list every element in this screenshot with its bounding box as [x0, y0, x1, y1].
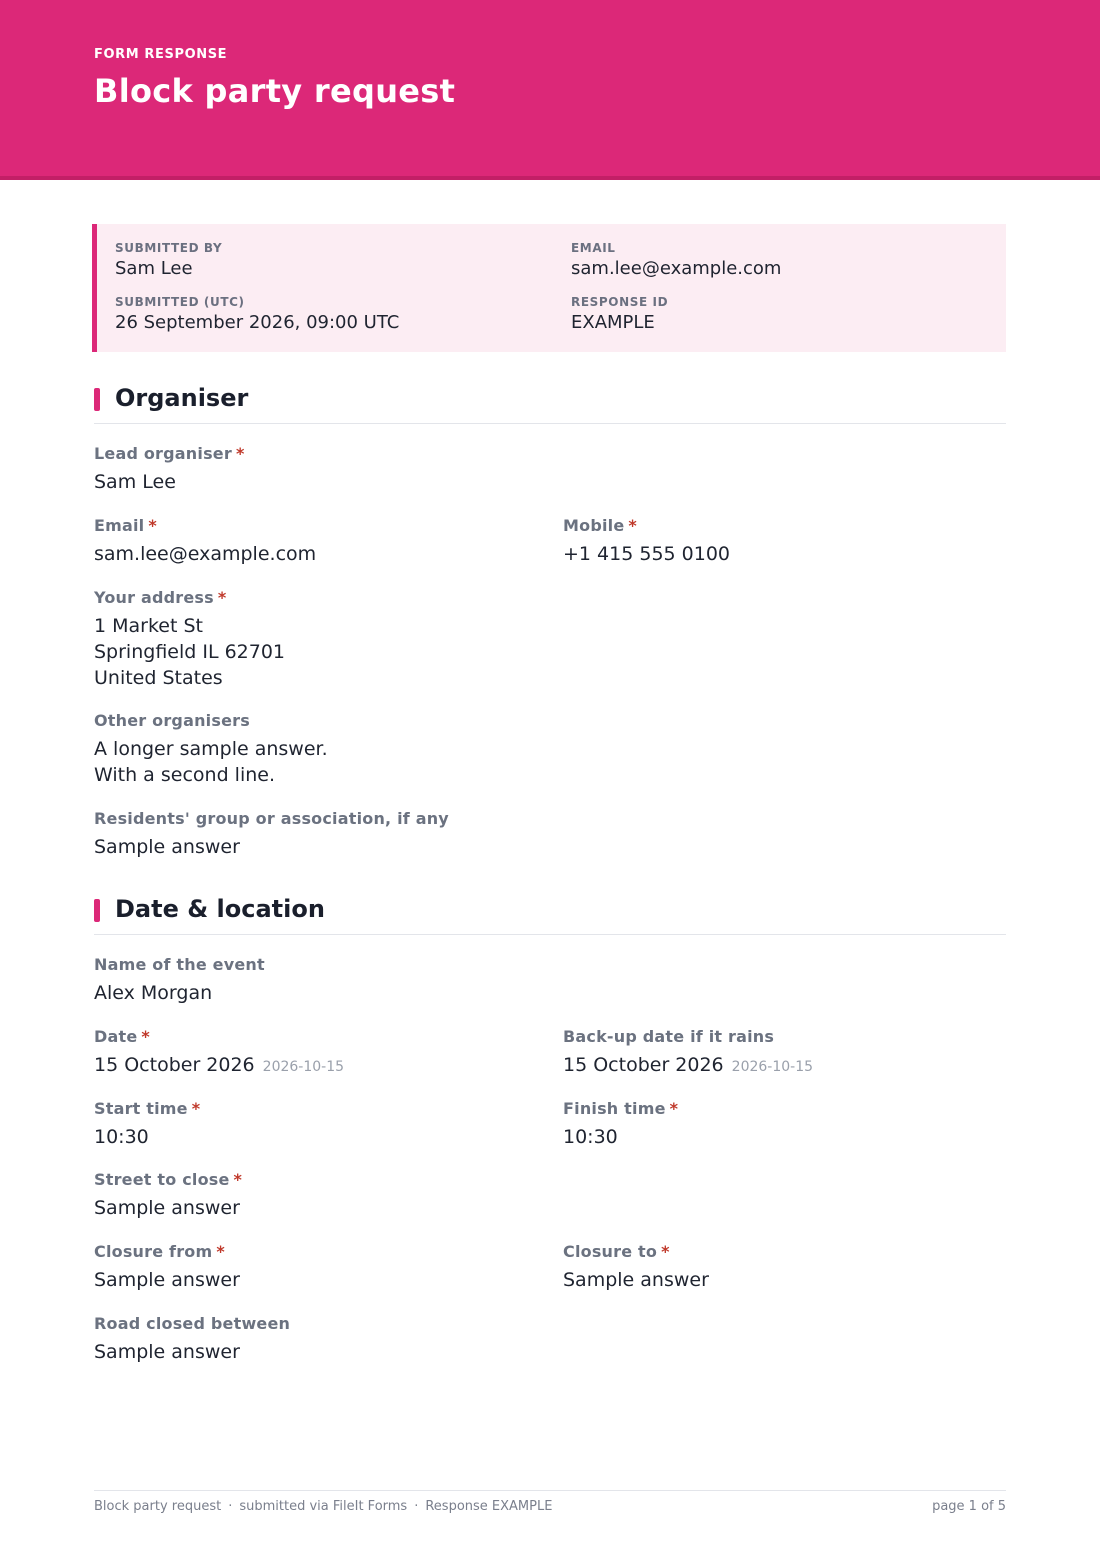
page-header [0, 0, 1100, 180]
field-closure-to [563, 1242, 709, 1293]
field-label: Road closed between [94, 1314, 291, 1333]
submitted-utc-cell [115, 295, 399, 333]
field-value: Sample answer [94, 1197, 240, 1219]
footer-form-name: Block party request [94, 1499, 222, 1514]
field-label: Other organisers [94, 711, 250, 730]
submitted-utc-label: SUBMITTED (UTC) [115, 295, 245, 309]
section-accent-bar [94, 899, 100, 922]
required-marker: * [216, 1242, 225, 1261]
field-value: Sample answer [94, 1269, 240, 1291]
field-value: 10:30 [94, 1126, 149, 1148]
field-date [94, 1027, 344, 1080]
field-label: Closure to * [563, 1242, 670, 1261]
email-cell [571, 241, 781, 279]
footer-separator: · [228, 1499, 233, 1514]
field-residents-group [94, 809, 449, 860]
field-other-organisers [94, 711, 328, 788]
field-value: Sample answer [563, 1269, 709, 1291]
field-value: sam.lee@example.com [94, 543, 317, 565]
date-value: 15 October 2026 [563, 1054, 724, 1076]
field-label: Residents' group or association, if any [94, 809, 449, 828]
iso-date: 2026-10-15 [262, 1059, 345, 1075]
field-value: 10:30 [563, 1126, 618, 1148]
field-label: Street to close * [94, 1170, 243, 1189]
submitted-by-value: Sam Lee [115, 258, 193, 279]
field-label: Mobile * [563, 516, 637, 535]
field-value [94, 1052, 344, 1080]
submitted-utc-value: 26 September 2026, 09:00 UTC [115, 312, 400, 333]
footer-separator: · [414, 1499, 419, 1514]
field-value: +1 415 555 0100 [563, 543, 731, 565]
page-number: page 1 of 5 [932, 1499, 1006, 1514]
required-marker: * [661, 1242, 670, 1261]
field-value [563, 1052, 813, 1080]
footer-submitted-via: submitted via FileIt Forms [239, 1499, 408, 1514]
field-label: Name of the event [94, 955, 265, 974]
response-id-label: RESPONSE ID [571, 295, 669, 309]
field-road-closed-between [94, 1314, 290, 1365]
field-email [94, 516, 316, 567]
field-value: 1 Market St Springfield IL 62701 United States [94, 615, 286, 689]
field-value: A longer sample answer. With a second line. [94, 738, 328, 786]
submitted-by-cell [115, 241, 222, 279]
required-marker: * [148, 516, 157, 535]
email-value: sam.lee@example.com [571, 258, 782, 279]
field-label: Closure from * [94, 1242, 225, 1261]
field-label: Back-up date if it rains [563, 1027, 775, 1046]
required-marker: * [628, 516, 637, 535]
iso-date: 2026-10-15 [731, 1059, 814, 1075]
page-title: Block party request [94, 72, 456, 110]
section-accent-bar [94, 388, 100, 411]
required-marker: * [141, 1027, 150, 1046]
field-label: Lead organiser * [94, 444, 245, 463]
field-value: Sample answer [94, 1341, 240, 1363]
response-id-cell [571, 295, 668, 333]
submitted-by-label: SUBMITTED BY [115, 241, 223, 255]
field-finish-time [563, 1099, 678, 1150]
field-label: Finish time * [563, 1099, 679, 1118]
field-value: Sample answer [94, 836, 240, 858]
field-event-name [94, 955, 265, 1006]
field-label: Email * [94, 516, 157, 535]
header-eyebrow: FORM RESPONSE [94, 47, 228, 62]
field-label: Start time * [94, 1099, 201, 1118]
required-marker: * [233, 1170, 243, 1189]
field-value: Sam Lee [94, 471, 176, 493]
footer-response: Response EXAMPLE [425, 1499, 553, 1514]
date-value: 15 October 2026 [94, 1054, 255, 1076]
section-title: Organiser [115, 384, 249, 412]
required-marker: * [235, 444, 245, 463]
footer-info [94, 1499, 552, 1514]
field-street-to-close [94, 1170, 242, 1221]
page-footer [94, 1490, 1006, 1514]
section-title: Date & location [115, 895, 325, 923]
required-marker: * [217, 588, 227, 607]
field-address [94, 588, 285, 691]
field-lead-organiser [94, 444, 245, 495]
section-organiser [94, 384, 1006, 424]
email-label: EMAIL [571, 241, 616, 255]
field-label: Your address * [94, 588, 227, 607]
field-mobile [563, 516, 730, 567]
required-marker: * [191, 1099, 201, 1118]
field-backup-date [563, 1027, 813, 1080]
field-label: Date * [94, 1027, 150, 1046]
required-marker: * [669, 1099, 679, 1118]
field-start-time [94, 1099, 200, 1150]
submission-meta-box [92, 224, 1006, 352]
field-closure-from [94, 1242, 240, 1293]
section-date-location [94, 895, 1006, 935]
field-value: Alex Morgan [94, 982, 213, 1004]
response-id-value: EXAMPLE [571, 312, 655, 333]
